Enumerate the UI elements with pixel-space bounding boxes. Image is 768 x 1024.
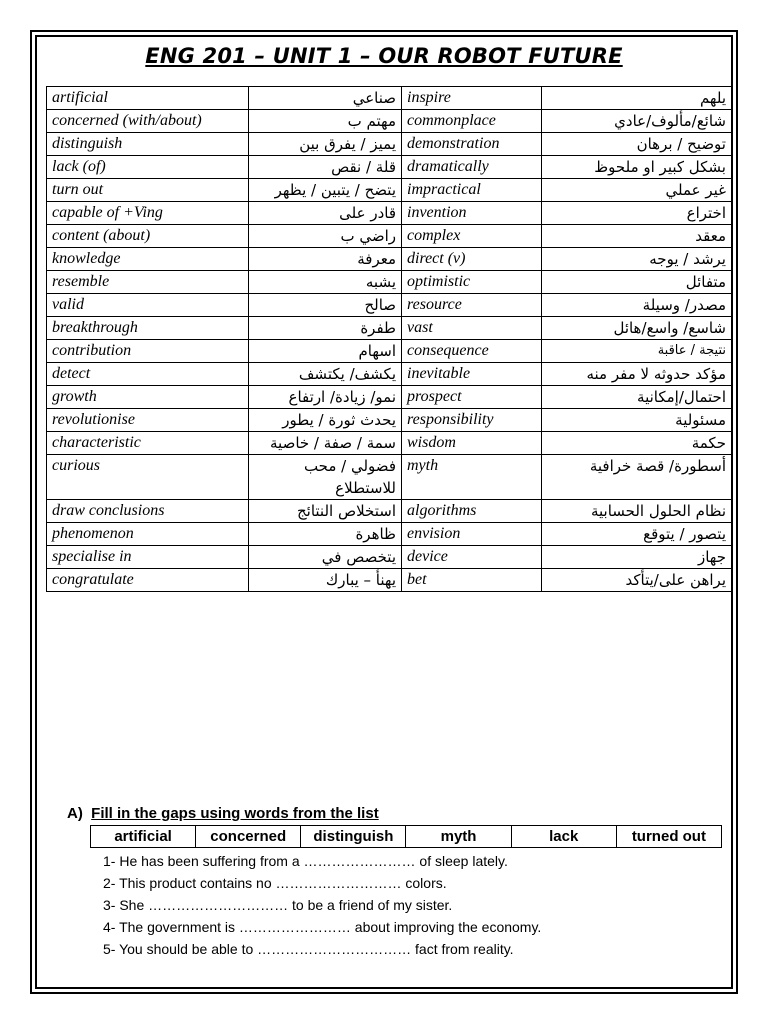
english-term: prospect — [402, 386, 542, 409]
arabic-translation: معقد — [542, 225, 732, 248]
arabic-translation: صناعي — [249, 87, 402, 110]
english-term: resource — [402, 294, 542, 317]
english-term: congratulate — [47, 569, 249, 592]
english-term: commonplace — [402, 110, 542, 133]
arabic-translation: معرفة — [249, 248, 402, 271]
vocab-row — [47, 271, 732, 294]
english-term: distinguish — [47, 133, 249, 156]
arabic-translation: شاسع/ واسع/هائل — [542, 317, 732, 340]
vocab-row — [47, 432, 732, 455]
exercise-heading — [67, 805, 379, 822]
english-term: inevitable — [402, 363, 542, 386]
arabic-translation: يهنأ – يبارك — [249, 569, 402, 592]
english-term: consequence — [402, 340, 542, 363]
english-term: contribution — [47, 340, 249, 363]
vocab-row — [47, 133, 732, 156]
exercise-sentences — [103, 850, 541, 960]
arabic-translation: مهتم ب — [249, 110, 402, 133]
arabic-translation: يتصور / يتوقع — [542, 523, 732, 546]
english-term: knowledge — [47, 248, 249, 271]
arabic-translation: متفائل — [542, 271, 732, 294]
vocab-row — [47, 202, 732, 225]
arabic-translation: سمة / صفة / خاصية — [249, 432, 402, 455]
arabic-translation: شائع/مألوف/عادي — [542, 110, 732, 133]
arabic-translation: استخلاص النتائج — [249, 500, 402, 523]
vocab-row — [47, 156, 732, 179]
arabic-translation: يتخصص في — [249, 546, 402, 569]
word-list-item: lack — [511, 826, 616, 848]
english-term: phenomenon — [47, 523, 249, 546]
exercise-sentence: 3- She ………………………… to be a friend of my sister. — [103, 897, 453, 913]
english-term: resemble — [47, 271, 249, 294]
arabic-translation: ظاهرة — [249, 523, 402, 546]
english-term: characteristic — [47, 432, 249, 455]
arabic-translation: قادر على — [249, 202, 402, 225]
vocab-row — [47, 455, 732, 500]
vocab-row — [47, 294, 732, 317]
arabic-translation: مؤكد حدوثه لا مفر منه — [542, 363, 732, 386]
english-term: draw conclusions — [47, 500, 249, 523]
english-term: capable of +Ving — [47, 202, 249, 225]
vocabulary-table — [46, 86, 732, 592]
english-term: breakthrough — [47, 317, 249, 340]
arabic-translation: احتمال/إمكانية — [542, 386, 732, 409]
arabic-translation: يلهم — [542, 87, 732, 110]
english-term: invention — [402, 202, 542, 225]
english-term: complex — [402, 225, 542, 248]
english-term: envision — [402, 523, 542, 546]
vocab-row — [47, 523, 732, 546]
arabic-translation: يتضح / يتبين / يظهر — [249, 179, 402, 202]
exercise-sentence: 4- The government is …………………… about improving the economy. — [103, 919, 542, 935]
english-term: concerned (with/about) — [47, 110, 249, 133]
english-term: artificial — [47, 87, 249, 110]
arabic-translation: يكشف/ يكتشف — [249, 363, 402, 386]
arabic-translation: صالح — [249, 294, 402, 317]
english-term: vast — [402, 317, 542, 340]
english-term: inspire — [402, 87, 542, 110]
english-term: dramatically — [402, 156, 542, 179]
arabic-translation: قلة / نقص — [249, 156, 402, 179]
arabic-translation: حكمة — [542, 432, 732, 455]
word-list-item: myth — [406, 826, 511, 848]
arabic-translation: اختراع — [542, 202, 732, 225]
arabic-translation: مصدر/ وسيلة — [542, 294, 732, 317]
english-term: specialise in — [47, 546, 249, 569]
vocab-row — [47, 500, 732, 523]
english-term: device — [402, 546, 542, 569]
arabic-translation: يشبه — [249, 271, 402, 294]
arabic-translation: طفرة — [249, 317, 402, 340]
arabic-translation: يميز / يفرق بين — [249, 133, 402, 156]
arabic-translation: غير عملي — [542, 179, 732, 202]
english-term: wisdom — [402, 432, 542, 455]
arabic-translation: راضي ب — [249, 225, 402, 248]
english-term: turn out — [47, 179, 249, 202]
english-term: responsibility — [402, 409, 542, 432]
arabic-translation: نمو/ زيادة/ ارتفاع — [249, 386, 402, 409]
vocab-row — [47, 179, 732, 202]
arabic-translation: اسهام — [249, 340, 402, 363]
arabic-translation: يحدث ثورة / يطور — [249, 409, 402, 432]
arabic-translation: يرشد / يوجه — [542, 248, 732, 271]
arabic-translation: أسطورة/ قصة خرافية — [542, 455, 732, 500]
arabic-translation: جهاز — [542, 546, 732, 569]
exercise-instruction: Fill in the gaps using words from the list — [91, 805, 379, 822]
word-list-item: concerned — [196, 826, 301, 848]
vocab-row — [47, 546, 732, 569]
arabic-translation: نتيجة / عاقبة — [542, 340, 732, 363]
english-term: myth — [402, 455, 542, 500]
word-list-item: distinguish — [301, 826, 406, 848]
english-term: curious — [47, 455, 249, 500]
english-term: growth — [47, 386, 249, 409]
exercise-sentence: 5- You should be able to …………………………… fact from reality. — [103, 941, 514, 957]
arabic-translation: بشكل كبير او ملحوظ — [542, 156, 732, 179]
english-term: impractical — [402, 179, 542, 202]
page-title: ENG 201 – UNIT 1 – OUR ROBOT FUTURE — [145, 44, 623, 68]
word-list-item: artificial — [91, 826, 196, 848]
vocab-row — [47, 363, 732, 386]
exercise-label: A) — [67, 805, 83, 822]
vocab-row — [47, 317, 732, 340]
exercise-sentence: 2- This product contains no ……………………… colors. — [103, 875, 447, 891]
vocab-row — [47, 340, 732, 363]
arabic-translation: يراهن على/يتأكد — [542, 569, 732, 592]
arabic-translation: فضولي / محب للاستطلاع — [249, 455, 402, 500]
english-term: algorithms — [402, 500, 542, 523]
vocab-row — [47, 225, 732, 248]
vocab-row — [47, 110, 732, 133]
vocab-row — [47, 409, 732, 432]
english-term: optimistic — [402, 271, 542, 294]
vocab-row — [47, 569, 732, 592]
english-term: bet — [402, 569, 542, 592]
english-term: lack (of) — [47, 156, 249, 179]
english-term: detect — [47, 363, 249, 386]
english-term: content (about) — [47, 225, 249, 248]
arabic-translation: مسئولية — [542, 409, 732, 432]
exercise-sentence: 1- He has been suffering from a …………………… of sleep lately. — [103, 853, 508, 869]
vocab-row — [47, 386, 732, 409]
arabic-translation: نظام الحلول الحسابية — [542, 500, 732, 523]
english-term: revolutionise — [47, 409, 249, 432]
arabic-translation: توضيح / برهان — [542, 133, 732, 156]
english-term: direct (v) — [402, 248, 542, 271]
english-term: valid — [47, 294, 249, 317]
vocab-row — [47, 248, 732, 271]
word-list-table — [90, 825, 722, 848]
word-list-item: turned out — [616, 826, 721, 848]
vocab-row — [47, 87, 732, 110]
english-term: demonstration — [402, 133, 542, 156]
